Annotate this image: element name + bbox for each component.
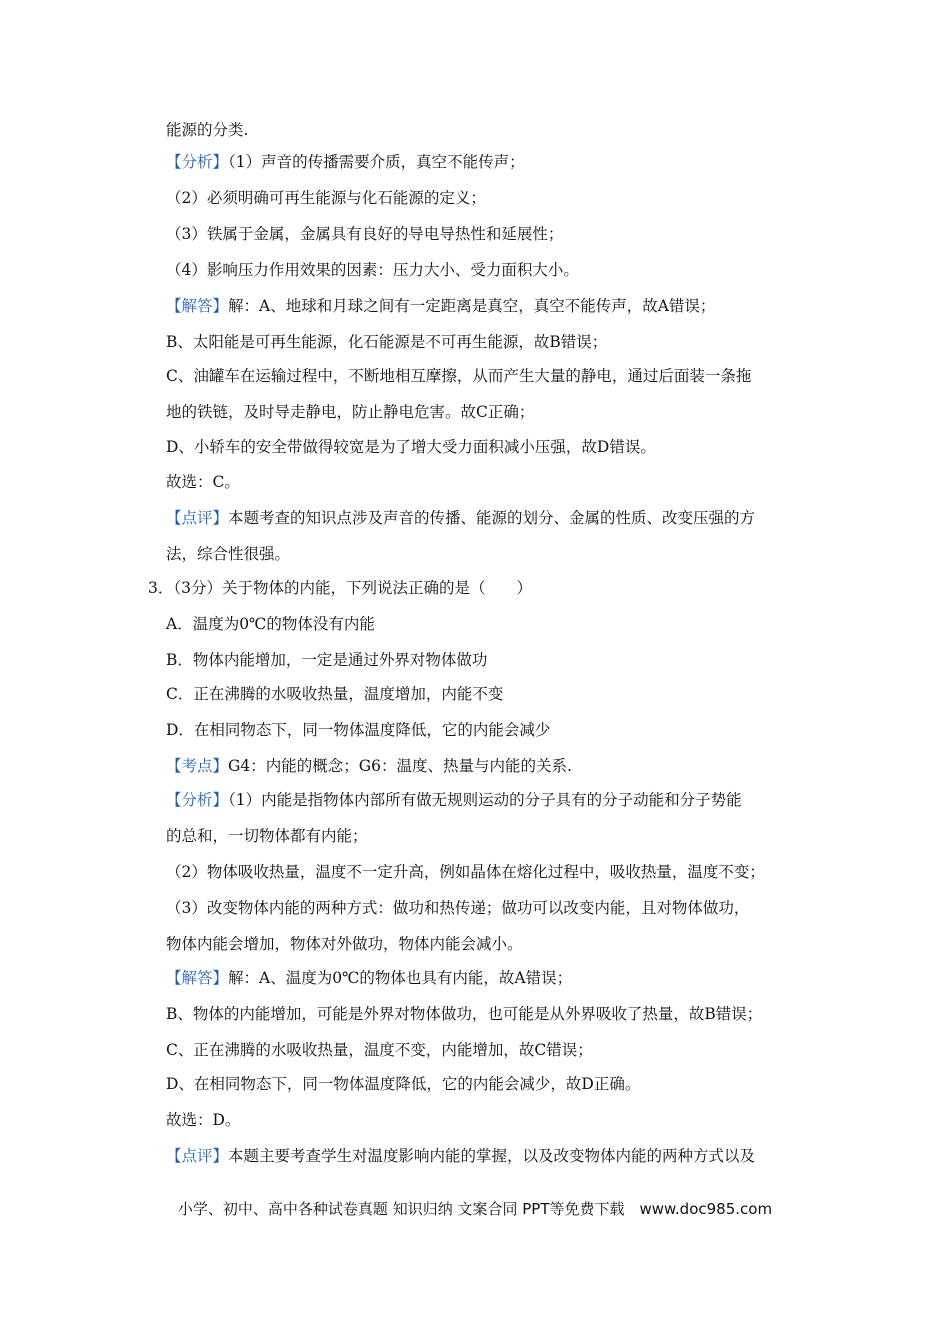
option-c: C．正在沸腾的水吸收热量，温度增加，内能不变 xyxy=(166,685,504,703)
knowledge-point-line: 【考点】G4：内能的概念；G6：温度、热量与内能的关系. xyxy=(166,757,572,775)
text-line: C、油罐车在运输过程中，不断地相互摩擦，从而产生大量的静电，通过后面装一条拖 xyxy=(166,367,752,385)
text-line: 物体内能会增加，物体对外做功，物体内能会减小。 xyxy=(166,935,523,953)
analysis-tag: 【分析】 xyxy=(166,791,229,809)
text-line: （2）物体吸收热量，温度不一定升高，例如晶体在熔化过程中，吸收热量，温度不变； xyxy=(166,863,765,881)
option-b: B．物体内能增加，一定是通过外界对物体做功 xyxy=(166,651,488,669)
answer-line: 【解答】解：A、地球和月球之间有一定距离是真空，真空不能传声，故A错误； xyxy=(166,297,716,315)
analysis-tag: 【分析】 xyxy=(166,153,229,171)
text-line: C、正在沸腾的水吸收热量，温度不变，内能增加，故C错误； xyxy=(166,1041,593,1059)
comment-line: 【点评】本题主要考查学生对温度影响内能的掌握，以及改变物体内能的两种方式以及 xyxy=(166,1147,756,1165)
knowledge-point-tag: 【考点】 xyxy=(166,757,229,775)
comment-line: 【点评】本题考查的知识点涉及声音的传播、能源的划分、金属的性质、改变压强的方 xyxy=(166,509,756,527)
text-line: （4）影响压力作用效果的因素：压力大小、受力面积大小。 xyxy=(166,261,579,279)
page-footer: 小学、初中、高中各种试卷真题 知识归纳 文案合同 PPT等免费下载 www.doc985.com xyxy=(177,1200,773,1218)
text-line: 的总和，一切物体都有内能； xyxy=(166,827,368,845)
text-line: 能源的分类. xyxy=(166,121,249,139)
option-d: D．在相同物态下，同一物体温度降低，它的内能会减少 xyxy=(166,721,551,739)
text-line: 故选：C。 xyxy=(166,473,240,491)
comment-tag: 【点评】 xyxy=(166,1147,229,1165)
text-line: （3）改变物体内能的两种方式：做功和热传递；做功可以改变内能，且对物体做功， xyxy=(166,899,750,917)
text-line: B、物体的内能增加，可能是外界对物体做功，也可能是从外界吸收了热量，故B错误； xyxy=(166,1005,763,1023)
text-line: 地的铁链，及时导走静电，防止静电危害。故C正确； xyxy=(166,403,535,421)
answer-line: 【解答】解：A、温度为0℃的物体也具有内能，故A错误； xyxy=(166,969,573,987)
analysis-line: 【分析】（1）声音的传播需要介质，真空不能传声； xyxy=(166,153,525,171)
text-line: 故选：D。 xyxy=(166,1111,241,1129)
text-line: D、小轿车的安全带做得较宽是为了增大受力面积减小压强，故D错误。 xyxy=(166,438,656,456)
comment-tag: 【点评】 xyxy=(166,509,229,527)
text-line: D、在相同物态下，同一物体温度降低，它的内能会减少，故D正确。 xyxy=(166,1075,641,1093)
text-line: 法，综合性很强。 xyxy=(166,545,291,563)
text-line: （3）铁属于金属，金属具有良好的导电导热性和延展性； xyxy=(166,225,564,243)
question-title: 3．（3分）关于物体的内能，下列说法正确的是（ ） xyxy=(148,579,532,597)
option-a: A．温度为0℃的物体没有内能 xyxy=(166,615,375,633)
text-line: （2）必须明确可再生能源与化石能源的定义； xyxy=(166,189,486,207)
answer-tag: 【解答】 xyxy=(166,969,229,987)
analysis-line: 【分析】（1）内能是指物体内部所有做无规则运动的分子具有的分子动能和分子势能 xyxy=(166,791,742,809)
answer-tag: 【解答】 xyxy=(166,297,229,315)
text-line: B、太阳能是可再生能源，化石能源是不可再生能源，故B错误； xyxy=(166,333,608,351)
